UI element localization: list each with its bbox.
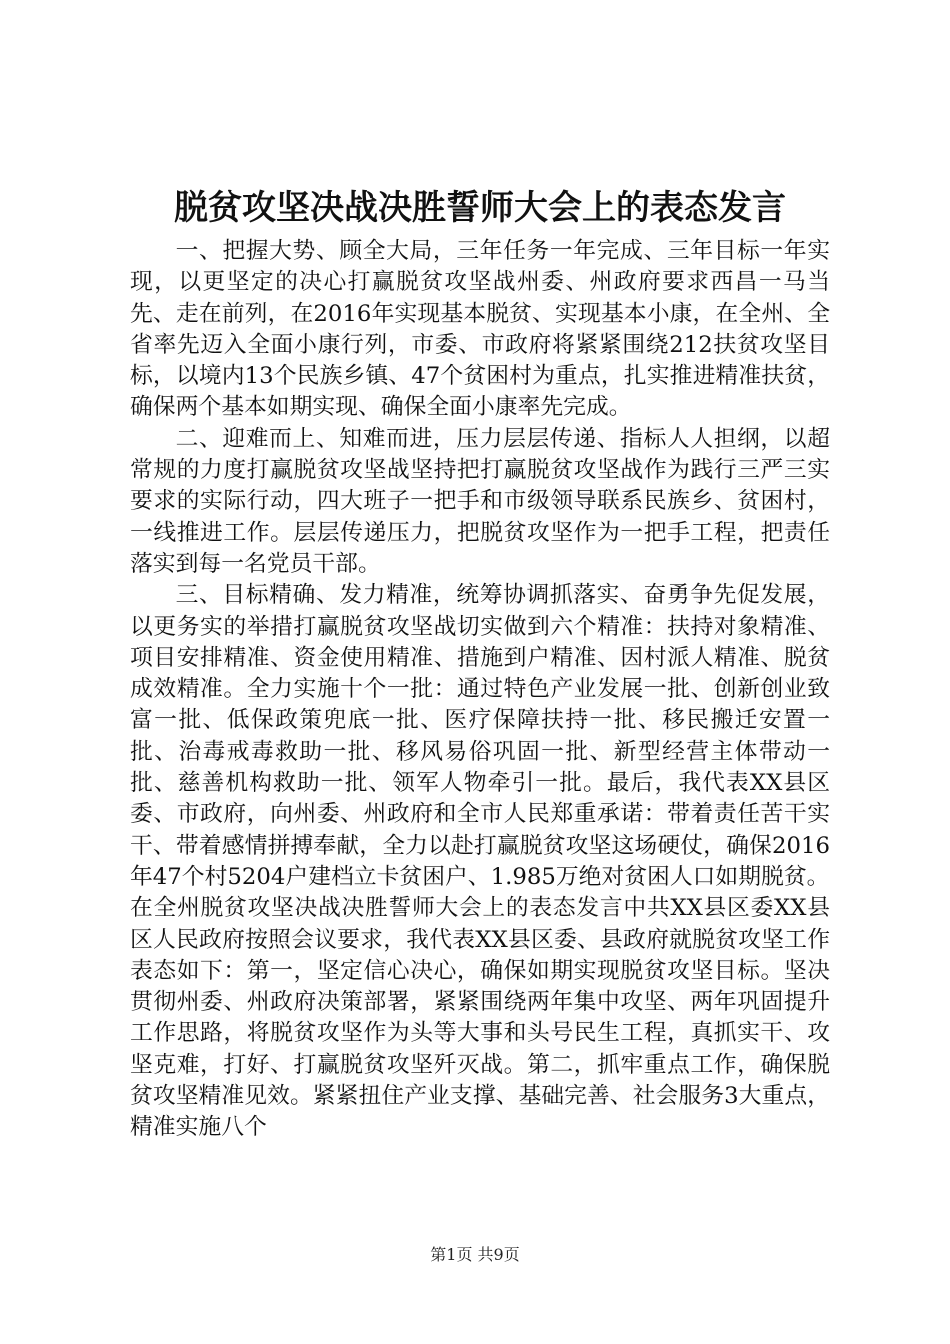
page-footer (0, 1244, 950, 1266)
document-body (130, 236, 830, 1144)
paragraph-2: 二、迎难而上、知难而进，压力层层传递、指标人人担纲，以超常规的力度打赢脱贫攻坚战坚持把打赢脱贫攻坚战作为践行三严三实要求的实际行动，四大班子一把手和市级领导联系民族乡、贫困村，一线推进工作。层层传递压力，把脱贫攻坚作为一把手工程，把责任落实到每一名党员干部。 (130, 425, 830, 577)
document-title: 脱贫攻坚决战决胜誓师大会上的表态发言 (174, 188, 786, 228)
paragraph-4: 在全州脱贫攻坚决战决胜誓师大会上的表态发言中共XX县区委XX县区人民政府按照会议要求，我代表XX县区委、县政府就脱贫攻坚工作表态如下：第一，坚定信心决心，确保如期实现脱贫攻坚目标。坚决贯彻州委、州政府决策部署，紧紧围绕两年集中攻坚、两年巩固提升工作思路，将脱贫攻坚作为头等大事和头号民生工程，真抓实干、攻坚克难，打好、打赢脱贫攻坚歼灭战。第二，抓牢重点工作，确保脱贫攻坚精准见效。紧紧扭住产业支撑、基础完善、社会服务3大重点，精准实施八个 (130, 895, 830, 1141)
page-number-indicator: 第1页 共9页 (430, 1245, 520, 1264)
paragraph-1: 一、把握大势、顾全大局，三年任务一年完成、三年目标一年实现，以更坚定的决心打赢脱贫攻坚战州委、州政府要求西昌一马当先、走在前列，在2016年实现基本脱贫、实现基本小康，在全州、全省率先迈入全面小康行列，市委、市政府将紧紧围绕212扶贫攻坚目标，以境内13个民族乡镇、47个贫困村为重点，扎实推进精准扶贫，确保两个基本如期实现、确保全面小康率先完成。 (130, 238, 830, 421)
paragraph-3: 三、目标精确、发力精准，统筹协调抓落实、奋勇争先促发展，以更务实的举措打赢脱贫攻坚战切实做到六个精准：扶持对象精准、项目安排精准、资金使用精准、措施到户精准、因村派人精准、脱贫成效精准。全力实施十个一批：通过特色产业发展一批、创新创业致富一批、低保政策兜底一批、医疗保障扶持一批、移民搬迁安置一批、治毒戒毒救助一批、移风易俗巩固一批、新型经营主体带动一批、慈善机构救助一批、领军人物牵引一批。最后，我代表XX县区委、市政府，向州委、州政府和全市人民郑重承诺：带着责任苦干实干、带着感情拼搏奉献，全力以赴打赢脱贫攻坚这场硬仗，确保2016年47个村5204户建档立卡贫困户、1.985万绝对贫困人口如期脱贫。 (130, 582, 830, 890)
